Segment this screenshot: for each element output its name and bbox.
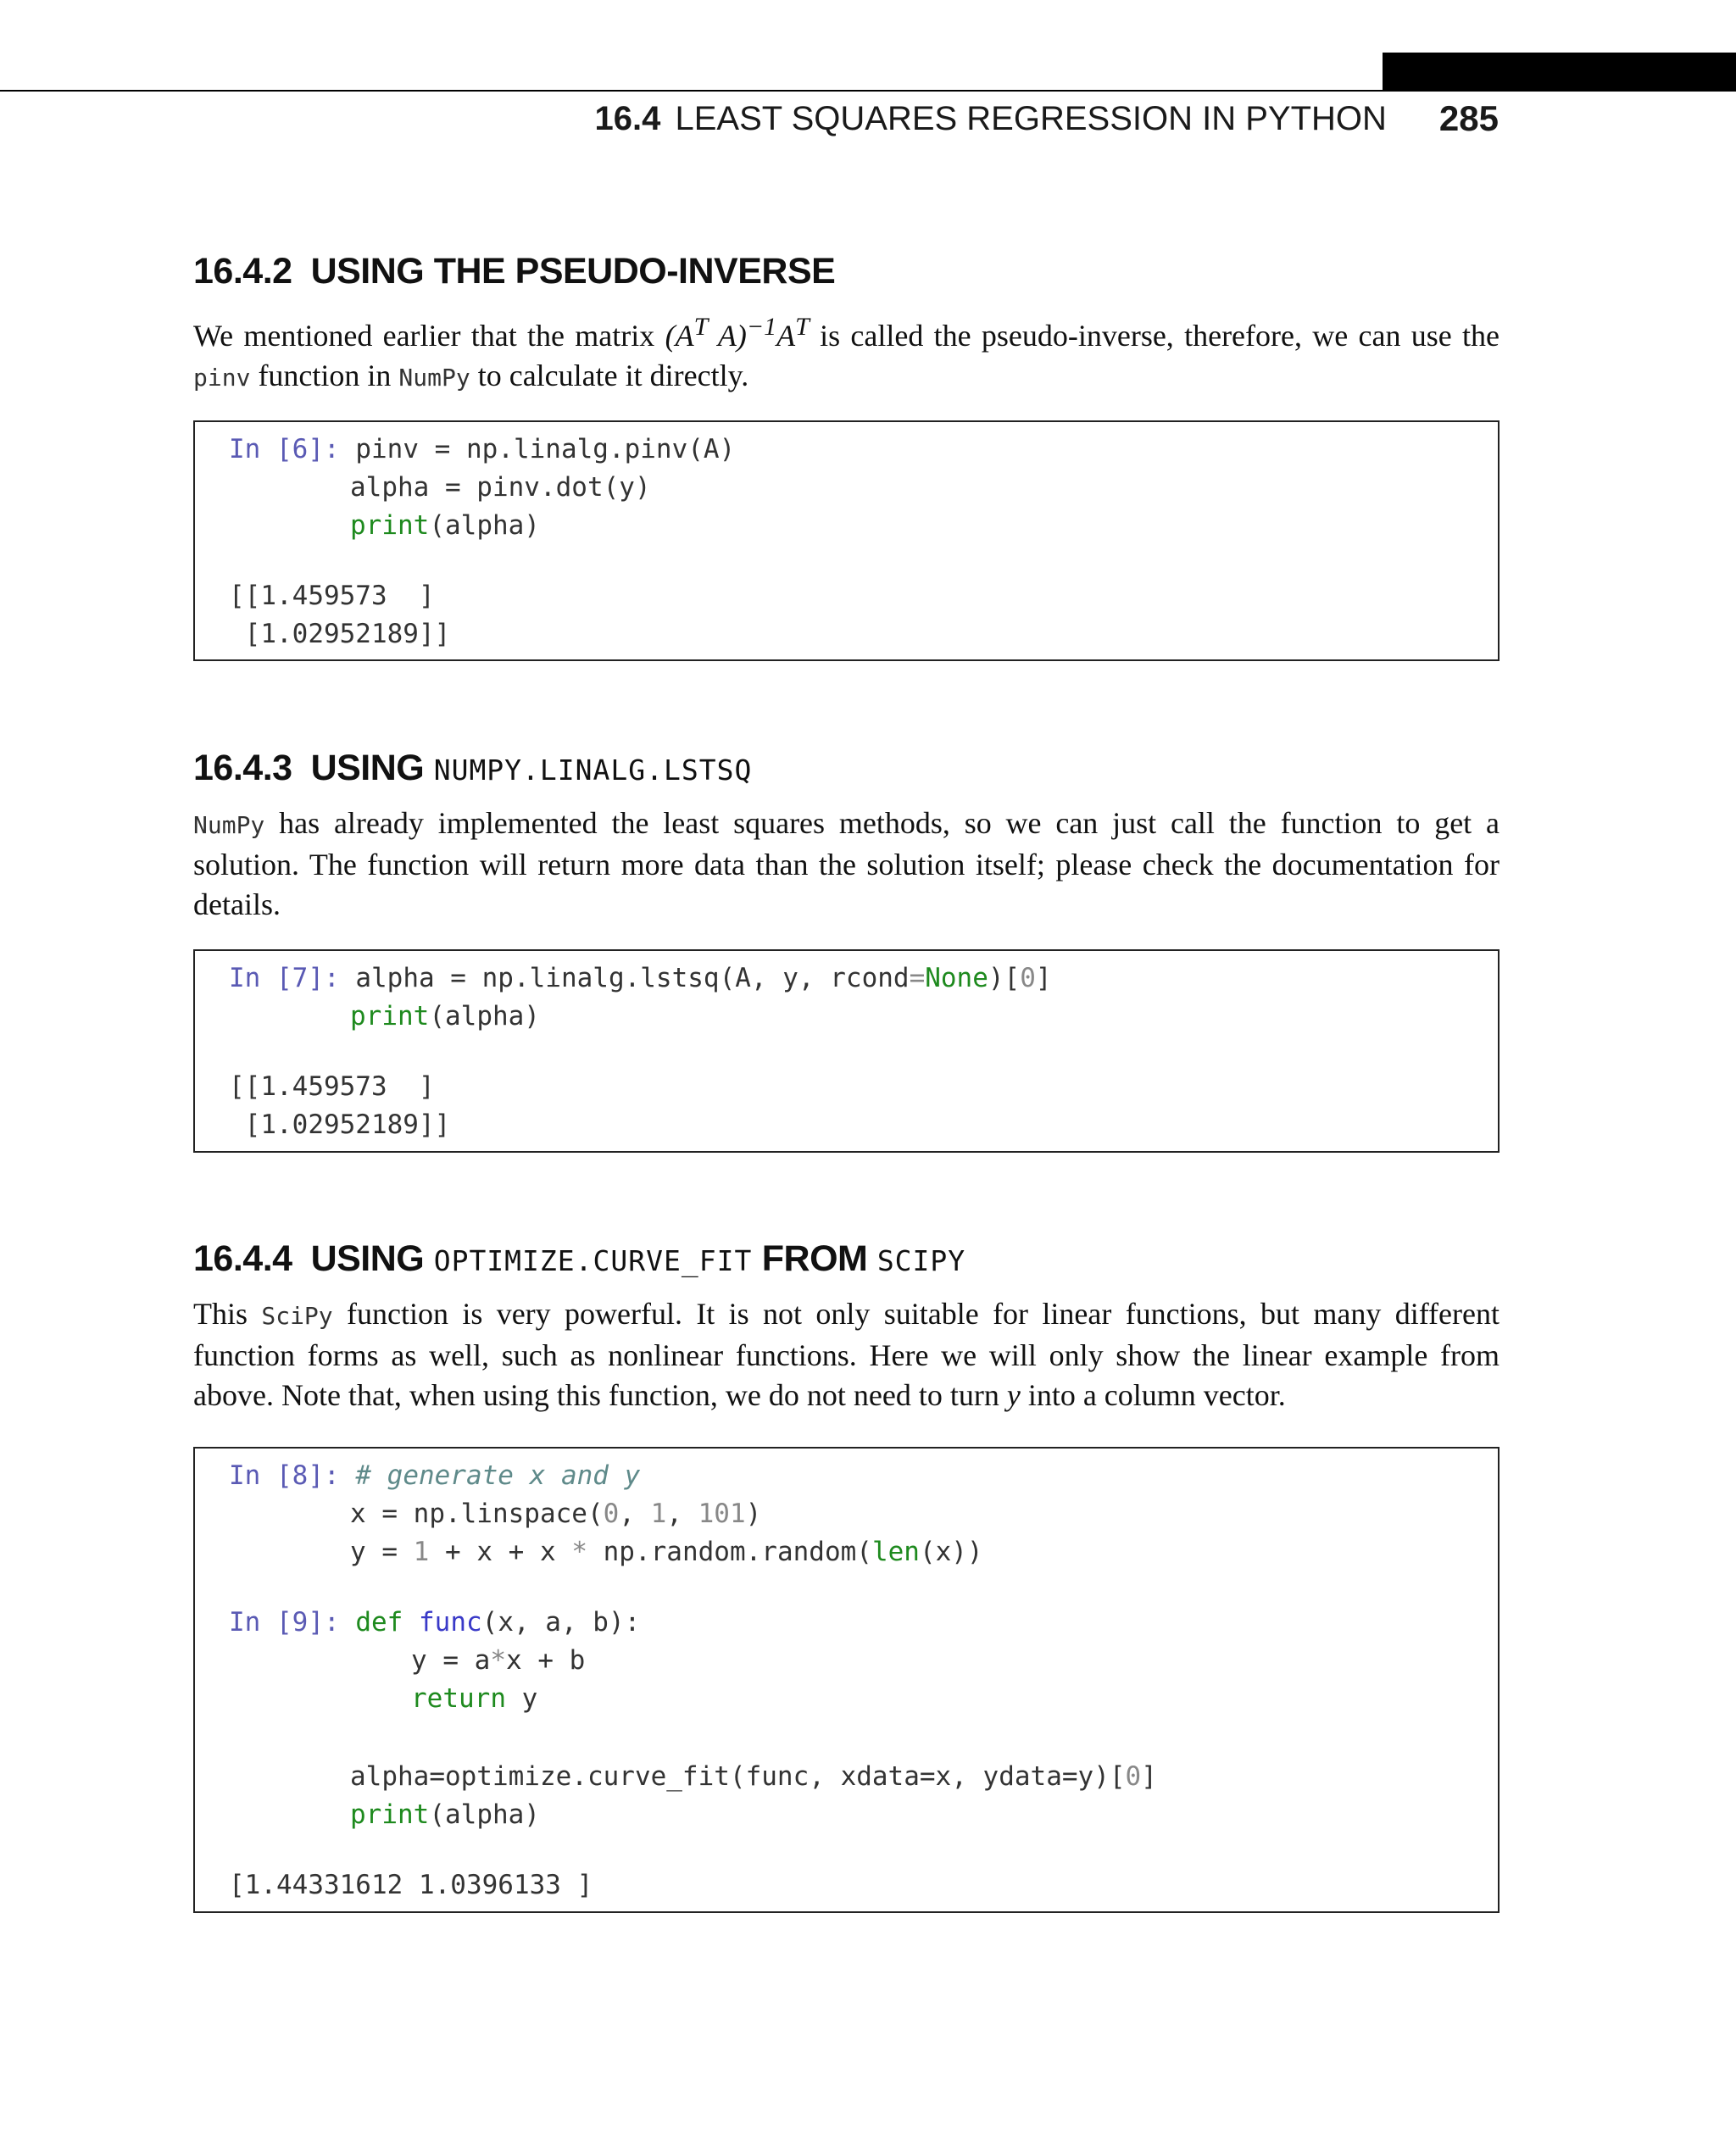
code-keyword: print xyxy=(350,1799,430,1830)
code-gap xyxy=(229,1036,1498,1068)
output-line xyxy=(229,1106,1498,1144)
code-text: alpha = pinv.dot(y) xyxy=(350,472,651,503)
code-text: (alpha) xyxy=(429,1001,540,1032)
code-text: , xyxy=(619,1499,651,1529)
code-function-name: func xyxy=(419,1607,482,1638)
running-head-section-title: LEAST SQUARES REGRESSION IN PYTHON xyxy=(675,99,1387,137)
code-text: (x)) xyxy=(919,1537,983,1567)
code-text: (x, a, b): xyxy=(481,1607,641,1638)
code-text: y = a xyxy=(411,1645,491,1676)
code-text: alpha=optimize.curve_fit(func, xdata=x, ydata=y)[ xyxy=(350,1761,1126,1792)
code-text: ] xyxy=(1035,963,1052,993)
paragraph-text: has already implemented the least squares methods, so we can just call the function to get a solution. The function will return more data than the solution itself; please check the documentation for details. xyxy=(193,806,1500,921)
code-number: 0 xyxy=(1020,963,1036,993)
cell-output: [1.44331612 1.0396133 ] xyxy=(229,1870,593,1900)
section-title: FROM xyxy=(752,1238,877,1279)
inline-code: pinv xyxy=(193,364,251,392)
code-operator: * xyxy=(490,1645,506,1676)
paragraph-text: function in xyxy=(250,359,399,392)
code-text: , xyxy=(666,1499,698,1529)
code-text: x + b xyxy=(506,1645,586,1676)
running-head-title xyxy=(594,100,1386,138)
code-keyword: def xyxy=(355,1607,403,1638)
output-line xyxy=(229,615,1498,653)
code-number: 1 xyxy=(413,1537,430,1567)
math-inverse: −1 xyxy=(746,313,777,341)
section-title: USING xyxy=(310,748,434,788)
section-number: 16.4.2 xyxy=(193,251,292,292)
code-line xyxy=(229,431,1498,469)
section-heading-16-4-3 xyxy=(193,748,752,789)
code-keyword: print xyxy=(350,510,430,541)
code-text: y = xyxy=(350,1537,414,1567)
code-text: ) xyxy=(745,1499,762,1529)
code-gap xyxy=(229,1571,1498,1604)
code-cell-7 xyxy=(193,949,1500,1153)
paragraph-lstsq xyxy=(193,804,1500,925)
page-number: 285 xyxy=(1438,98,1499,138)
section-heading-16-4-4 xyxy=(193,1238,965,1280)
code-text: (alpha) xyxy=(429,1799,540,1830)
code-gap xyxy=(229,1718,1498,1758)
header-rule xyxy=(0,90,1736,92)
math-a: A xyxy=(776,319,796,353)
running-head-section-number: 16.4 xyxy=(594,99,661,137)
code-gap xyxy=(229,545,1498,577)
code-keyword: None xyxy=(925,963,988,993)
inline-code: NumPy xyxy=(398,364,470,392)
cell-prompt: In [9]: xyxy=(229,1607,340,1638)
output-line xyxy=(229,577,1498,615)
code-operator: = xyxy=(909,963,926,993)
section-title-code: OPTIMIZE.CURVE_FIT xyxy=(433,1244,753,1277)
code-line xyxy=(229,469,1498,507)
code-line xyxy=(229,1495,1498,1533)
code-line xyxy=(229,1758,1498,1796)
math-transpose: T xyxy=(795,313,810,341)
paragraph-text: is called the pseudo-inverse, therefore, we can use the xyxy=(809,319,1500,353)
section-number: 16.4.3 xyxy=(193,748,292,788)
code-text: )[ xyxy=(988,963,1021,993)
section-title: USING xyxy=(310,1238,434,1279)
paragraph-curve-fit xyxy=(193,1294,1500,1415)
code-number: 0 xyxy=(1125,1761,1142,1792)
code-line xyxy=(229,959,1498,998)
inline-code: SciPy xyxy=(261,1302,333,1330)
cell-prompt: In [6]: xyxy=(229,434,340,464)
section-title-code: SCIPY xyxy=(876,1244,966,1277)
code-line xyxy=(229,1680,1498,1718)
paragraph-text: We mentioned earlier that the matrix xyxy=(193,319,665,353)
code-line xyxy=(229,1796,1498,1834)
code-line xyxy=(229,998,1498,1036)
paragraph-text: to calculate it directly. xyxy=(470,359,749,392)
paragraph-text: function is very powerful. It is not only suitable for linear functions, but many different function forms as well, such as nonlinear functions. Here we will only show the linear example from above. Note that, when using this function, we do not need to turn xyxy=(193,1297,1500,1412)
output-line xyxy=(229,1068,1498,1106)
cell-output: [[1.459573 ] xyxy=(229,1071,435,1102)
code-text: (alpha) xyxy=(429,510,540,541)
code-line xyxy=(229,1604,1498,1642)
code-line xyxy=(229,1533,1498,1571)
code-operator: * xyxy=(571,1537,587,1567)
code-line xyxy=(229,507,1498,545)
code-cell-8-9 xyxy=(193,1447,1500,1913)
code-keyword: print xyxy=(350,1001,430,1032)
code-line xyxy=(229,1642,1498,1680)
code-text: ] xyxy=(1141,1761,1157,1792)
code-line xyxy=(229,1457,1498,1495)
code-keyword: return xyxy=(411,1683,506,1714)
cell-output: [[1.459573 ] xyxy=(229,581,435,611)
cell-output: [1.02952189]] xyxy=(229,619,451,649)
cell-prompt: In [8]: xyxy=(229,1460,340,1491)
math-a: A xyxy=(717,319,737,353)
running-head xyxy=(594,93,1499,144)
code-number: 0 xyxy=(603,1499,620,1529)
code-text: alpha = np.linalg.lstsq(A, y, rcond xyxy=(355,963,910,993)
section-title-code: NUMPY.LINALG.LSTSQ xyxy=(433,754,753,787)
code-gap xyxy=(229,1834,1498,1866)
paragraph-text: This xyxy=(193,1297,262,1331)
section-number: 16.4.4 xyxy=(193,1238,292,1279)
output-line xyxy=(229,1866,1498,1905)
code-keyword: len xyxy=(871,1537,920,1567)
code-text: np.random.random( xyxy=(587,1537,872,1567)
section-heading-16-4-2 xyxy=(193,251,835,292)
code-cell-6 xyxy=(193,420,1500,661)
code-text: pinv = np.linalg.pinv(A) xyxy=(355,434,736,464)
math-a: A xyxy=(675,319,694,353)
code-comment: # generate x and y xyxy=(355,1460,641,1491)
header-black-tab xyxy=(1383,53,1736,90)
inline-code: NumPy xyxy=(193,811,265,839)
math-variable: y xyxy=(1006,1378,1021,1412)
code-number: 101 xyxy=(698,1499,746,1529)
code-number: 1 xyxy=(650,1499,667,1529)
code-text: + x + x xyxy=(429,1537,572,1567)
math-transpose: T xyxy=(693,313,709,341)
paragraph-pseudo-inverse xyxy=(193,307,1500,398)
cell-prompt: In [7]: xyxy=(229,963,340,993)
paragraph-text: into a column vector. xyxy=(1020,1378,1286,1412)
pseudo-inverse-formula: ($A^T$ $A)^{-1}A^T$ xyxy=(665,313,810,353)
cell-output: [1.02952189]] xyxy=(229,1109,451,1140)
code-text: x = np.linspace( xyxy=(350,1499,604,1529)
section-title: USING THE PSEUDO-INVERSE xyxy=(310,251,836,292)
code-text: y xyxy=(505,1683,538,1714)
